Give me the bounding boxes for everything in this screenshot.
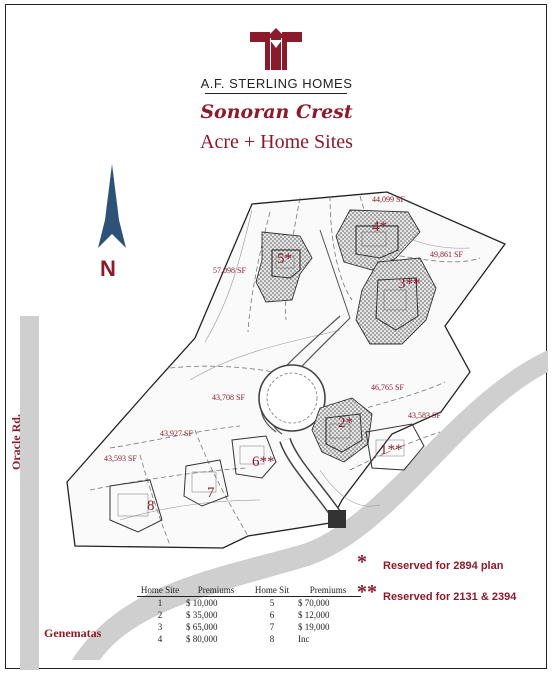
legend-double-star: ** [357,581,377,603]
header-home-site-2: Home Sit [249,585,295,597]
entry-gate [328,510,346,528]
site-premium: $ 10,000 [186,598,218,608]
header-premiums-2: Premiums [295,585,361,597]
lot-area-3: 49,861 SF [430,250,463,259]
site-premium: $ 12,000 [298,610,330,620]
site-label-7: 7 [207,485,215,501]
site-number: 3 [157,622,163,632]
development-name: Sonoran Crest [200,101,353,123]
site-number: 6 [269,610,275,620]
lot-area-8: 43,593 SF [104,454,137,463]
site-number: 4 [157,634,163,644]
site-number: 8 [269,634,275,644]
oracle-road [20,316,39,670]
site-premium: $ 70,000 [298,598,330,608]
premiums-header-row [137,585,361,597]
lot-area-4: 44,099 SF [372,195,405,204]
table-row [137,633,361,645]
oracle-road-label: Oracle Rd. [9,414,23,470]
header-premiums: Premiums [183,585,249,597]
lot-area-5: 57,098 SF [213,266,246,275]
site-number: 5 [269,598,275,608]
site-premium: $ 19,000 [298,622,330,632]
table-row [137,621,361,633]
header-home-site: Home Site [137,585,183,597]
site-premium: $ 35,000 [186,610,218,620]
site-label-6: 6** [252,454,275,470]
site-label-4: 4* [372,219,387,235]
lot-area-2: 46,765 SF [371,383,404,392]
site-number: 7 [269,622,275,632]
legend-single-star: * [357,551,367,573]
north-label: N [100,256,116,281]
legend-double-text: Reserved for 2131 & 2394 [383,591,517,603]
table-row [137,597,361,610]
site-label-1: 1** [380,442,403,458]
site-premium: Inc [298,634,310,644]
lot-area-1: 43,583 SF [408,411,441,420]
lot-area-7: 43,927 SF [160,429,193,438]
brand-name: A.F. STERLING HOMES [200,76,353,91]
legend-single-text: Reserved for 2894 plan [383,560,504,572]
page-title: Acre + Home Sites [200,131,353,153]
site-premium: $ 80,000 [186,634,218,644]
genematas-road-label: Genematas [44,626,102,640]
site-label-3: 3** [398,276,421,292]
site-number: 2 [157,610,163,620]
table-row [137,609,361,621]
site-label-8: 8 [147,498,155,514]
premiums-table [137,585,361,645]
site-label-5: 5* [277,251,292,267]
site-premium: $ 65,000 [186,622,218,632]
lot-area-6: 43,708 SF [212,393,245,402]
site-number: 1 [157,598,163,608]
site-label-2: 2* [338,415,353,431]
